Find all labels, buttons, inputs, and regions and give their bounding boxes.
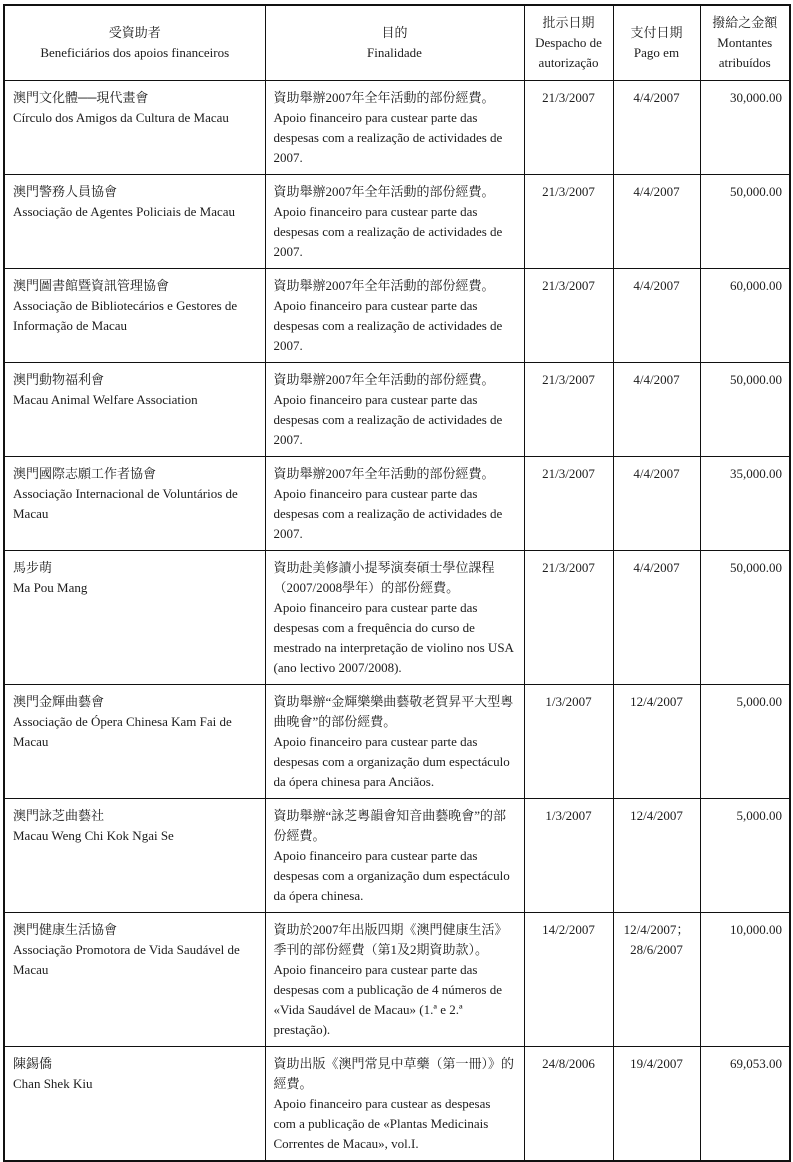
header-payment-date [613, 5, 700, 81]
table-row [4, 175, 790, 269]
beneficiary-cell [4, 175, 265, 269]
header-authorization-date-zh: 批示日期 [542, 15, 595, 30]
beneficiary-cell [4, 81, 265, 175]
purpose-zh: 資助於2007年出版四期《澳門健康生活》季刊的部份經費（第1及2期資助款）。 [273, 922, 508, 957]
purpose-zh: 資助舉辦“金輝樂樂曲藝敬老賀昇平大型粵曲晚會”的部份經費。 [273, 694, 514, 729]
table-row [4, 363, 790, 457]
header-authorization-date [524, 5, 613, 81]
payment-date-cell: 4/4/2007 [613, 363, 700, 457]
amount-cell: 5,000.00 [700, 799, 790, 913]
beneficiary-zh: 澳門國際志願工作者協會 [13, 466, 157, 481]
authorization-date-cell: 21/3/2007 [524, 81, 613, 175]
table-row [4, 81, 790, 175]
authorization-date-cell: 24/8/2006 [524, 1047, 613, 1162]
authorization-date-cell: 21/3/2007 [524, 551, 613, 685]
table-row [4, 685, 790, 799]
payment-date-cell: 12/4/2007 [613, 799, 700, 913]
beneficiary-pt: Chan Shek Kiu [13, 1076, 93, 1091]
table-row [4, 551, 790, 685]
payment-date-cell: 12/4/2007 [613, 685, 700, 799]
purpose-cell [265, 1047, 524, 1162]
header-beneficiary-pt: Beneficiários dos apoios financeiros [40, 45, 230, 60]
purpose-pt: Apoio financeiro para custear parte das despesas com a realização de actividades de 2007. [273, 110, 503, 165]
purpose-pt: Apoio financeiro para custear as despesas com a publicação de «Plantas Medicinais Correntes de Macau», vol.I. [273, 1096, 491, 1151]
beneficiary-zh: 澳門文化體──現代畫會 [13, 90, 149, 105]
purpose-cell [265, 913, 524, 1047]
purpose-pt: Apoio financeiro para custear parte das despesas com a realização de actividades de 2007. [273, 486, 503, 541]
table-header [4, 5, 790, 81]
amount-cell: 50,000.00 [700, 551, 790, 685]
header-beneficiary [4, 5, 265, 81]
beneficiary-zh: 澳門金輝曲藝會 [13, 694, 105, 709]
beneficiary-zh: 澳門圖書館暨資訊管理協會 [13, 278, 170, 293]
beneficiary-pt: Associação Internacional de Voluntários de Macau [13, 486, 238, 521]
purpose-cell [265, 457, 524, 551]
amount-cell: 30,000.00 [700, 81, 790, 175]
beneficiary-cell [4, 913, 265, 1047]
beneficiary-zh: 澳門動物福利會 [13, 372, 105, 387]
purpose-zh: 資助舉辦“詠芝粵韻會知音曲藝晚會”的部份經費。 [273, 808, 507, 843]
header-amount [700, 5, 790, 81]
beneficiary-pt: Círculo dos Amigos da Cultura de Macau [13, 110, 229, 125]
purpose-pt: Apoio financeiro para custear parte das despesas com a publicação de 4 números de «Vida Saudável de Macau» (1.ª e 2.ª prestação). [273, 962, 503, 1037]
purpose-pt: Apoio financeiro para custear parte das despesas com a realização de actividades de 2007. [273, 392, 503, 447]
amount-cell: 50,000.00 [700, 363, 790, 457]
amount-cell: 50,000.00 [700, 175, 790, 269]
purpose-zh: 資助舉辦2007年全年活動的部份經費。 [273, 184, 495, 199]
beneficiary-pt: Associação de Ópera Chinesa Kam Fai de Macau [13, 714, 232, 749]
beneficiary-zh: 馬步萌 [13, 560, 53, 575]
header-purpose-pt: Finalidade [367, 45, 422, 60]
purpose-cell [265, 685, 524, 799]
purpose-cell [265, 175, 524, 269]
header-amount-pt: Montantes atribuídos [717, 35, 773, 70]
purpose-pt: Apoio financeiro para custear parte das despesas com a realização de actividades de 2007. [273, 298, 503, 353]
header-row [4, 5, 790, 81]
payment-date-cell: 19/4/2007 [613, 1047, 700, 1162]
beneficiary-cell [4, 799, 265, 913]
authorization-date-cell: 14/2/2007 [524, 913, 613, 1047]
beneficiary-pt: Associação Promotora de Vida Saudável de Macau [13, 942, 240, 977]
table-body [4, 81, 790, 1162]
beneficiary-zh: 澳門警務人員協會 [13, 184, 118, 199]
beneficiary-cell [4, 551, 265, 685]
payment-date-cell: 4/4/2007 [613, 175, 700, 269]
header-authorization-date-pt: Despacho de autorização [535, 35, 602, 70]
beneficiary-pt: Associação de Agentes Policiais de Macau [13, 204, 236, 219]
beneficiary-pt: Ma Pou Mang [13, 580, 88, 595]
table-row [4, 457, 790, 551]
header-purpose [265, 5, 524, 81]
purpose-zh: 資助舉辦2007年全年活動的部份經費。 [273, 278, 495, 293]
header-payment-date-zh: 支付日期 [630, 25, 683, 40]
amount-cell: 60,000.00 [700, 269, 790, 363]
purpose-pt: Apoio financeiro para custear parte das despesas com a realização de actividades de 2007. [273, 204, 503, 259]
beneficiary-cell [4, 363, 265, 457]
payment-date-cell: 4/4/2007 [613, 551, 700, 685]
beneficiary-pt: Macau Animal Welfare Association [13, 392, 198, 407]
table-row [4, 913, 790, 1047]
purpose-cell [265, 363, 524, 457]
beneficiary-pt: Macau Weng Chi Kok Ngai Se [13, 828, 174, 843]
authorization-date-cell: 21/3/2007 [524, 269, 613, 363]
header-purpose-zh: 目的 [381, 25, 408, 40]
authorization-date-cell: 1/3/2007 [524, 685, 613, 799]
beneficiary-cell [4, 269, 265, 363]
table-row [4, 1047, 790, 1162]
authorization-date-cell: 21/3/2007 [524, 363, 613, 457]
purpose-cell [265, 799, 524, 913]
purpose-zh: 資助赴美修讀小提琴演奏碩士學位課程（2007/2008學年）的部份經費。 [273, 560, 495, 595]
payment-date-cell: 12/4/2007；28/6/2007 [613, 913, 700, 1047]
authorization-date-cell: 21/3/2007 [524, 457, 613, 551]
table-row [4, 799, 790, 913]
header-beneficiary-zh: 受資助者 [108, 25, 161, 40]
purpose-cell [265, 269, 524, 363]
beneficiary-cell [4, 1047, 265, 1162]
table-row [4, 269, 790, 363]
purpose-pt: Apoio financeiro para custear parte das despesas com a organização dum espectáculo da ópera chinesa para Anciãos. [273, 734, 510, 789]
purpose-pt: Apoio financeiro para custear parte das despesas com a organização dum espectáculo da ópera chinesa. [273, 848, 510, 903]
amount-cell: 5,000.00 [700, 685, 790, 799]
header-payment-date-pt: Pago em [633, 45, 680, 60]
beneficiary-cell [4, 685, 265, 799]
amount-cell: 69,053.00 [700, 1047, 790, 1162]
beneficiary-zh: 澳門健康生活協會 [13, 922, 118, 937]
beneficiary-zh: 澳門詠芝曲藝社 [13, 808, 105, 823]
amount-cell: 35,000.00 [700, 457, 790, 551]
purpose-zh: 資助出版《澳門常見中草藥（第一冊）》的經費。 [273, 1056, 515, 1091]
purpose-zh: 資助舉辦2007年全年活動的部份經費。 [273, 372, 495, 387]
purpose-cell [265, 551, 524, 685]
header-amount-zh: 撥給之金額 [712, 15, 778, 30]
authorization-date-cell: 21/3/2007 [524, 175, 613, 269]
purpose-zh: 資助舉辦2007年全年活動的部份經費。 [273, 466, 495, 481]
amount-cell: 10,000.00 [700, 913, 790, 1047]
authorization-date-cell: 1/3/2007 [524, 799, 613, 913]
payment-date-cell: 4/4/2007 [613, 269, 700, 363]
beneficiary-cell [4, 457, 265, 551]
payment-date-cell: 4/4/2007 [613, 457, 700, 551]
purpose-cell [265, 81, 524, 175]
subsidy-table [3, 4, 791, 1162]
beneficiary-zh: 陳錫僑 [13, 1056, 53, 1071]
purpose-zh: 資助舉辦2007年全年活動的部份經費。 [273, 90, 495, 105]
purpose-pt: Apoio financeiro para custear parte das despesas com a frequência do curso de mestrado na interpretação de violino nos USA (ano lectivo 2007/2008). [273, 600, 514, 675]
payment-date-cell: 4/4/2007 [613, 81, 700, 175]
beneficiary-pt: Associação de Bibliotecários e Gestores de Informação de Macau [13, 298, 238, 333]
